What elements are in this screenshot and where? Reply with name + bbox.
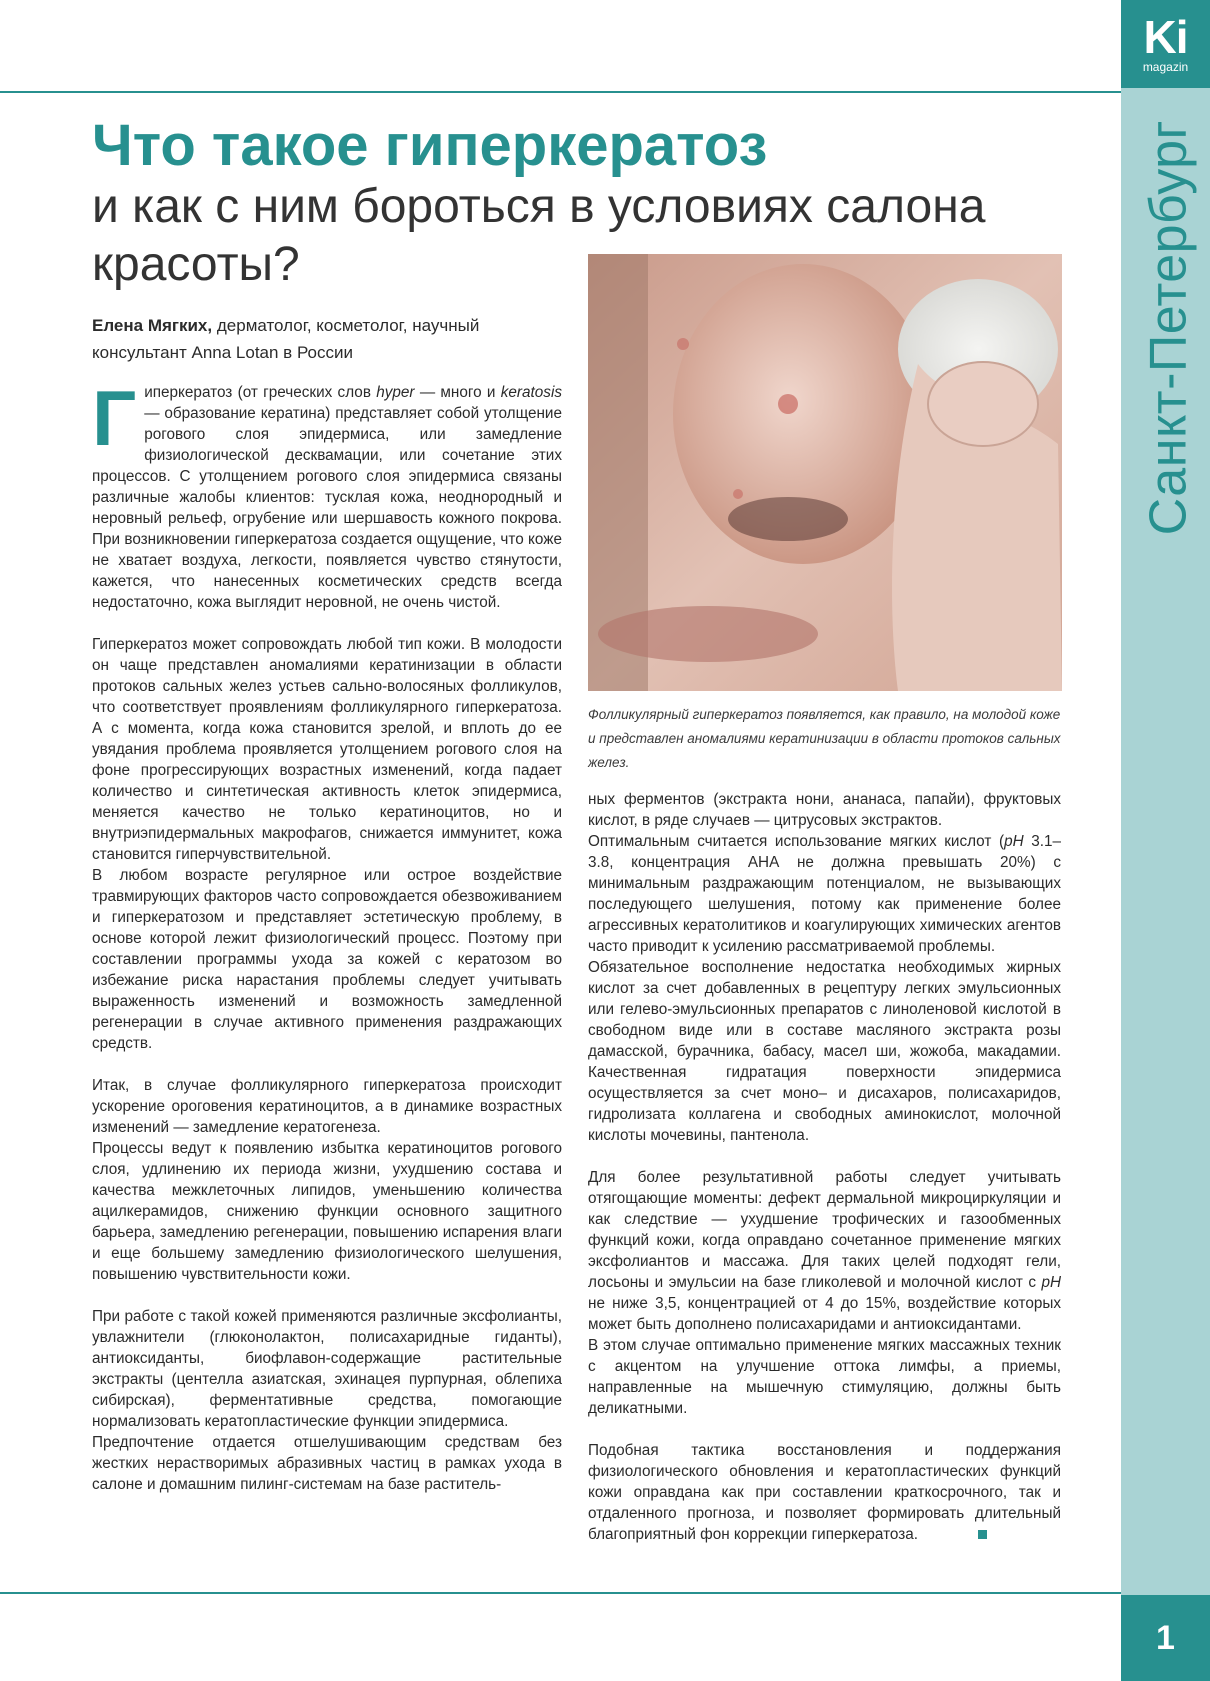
right-paragraph-6 — [588, 1440, 1061, 1545]
sidebar-city-label: Санкт-Петербург — [1139, 120, 1197, 536]
face-photo — [588, 254, 1062, 691]
right-p2-b: 3.1–3.8, концентрация АНА не должна превышать 20%) с минимальным раздражающим потенциалом, не вызывающих последующего шелушения, потому как применение более агрессивных кератолитиков и коагулирующих химических агентов часто приводит к усилению рассматриваемой проблемы. — [588, 833, 1061, 955]
right-p4-a: Для более результативной работы следует учитывать отягощающие моменты: дефект дермальной микроциркуляции и как следствие — ухудшение трофических и газообменных функций кожи, когда оправдано сочетанное применение мягких эксфолиантов и массажа. Для таких целей подходят гели, лосьоны и эмульсии на базе гликолевой и молочной кислот с — [588, 1169, 1061, 1291]
left-p1-b: — много и — [414, 384, 501, 401]
right-paragraph-3: Обязательное восполнение недостатка необходимых жирных кислот за счет добавленных в рецептуру легких эмульсионных или гелево-эмульсионных препаратов с линоленовой кислотой в свободном виде или в составе масляного экстракта розы дамасской, бурачника, бабасу, масел ши, жожоба, макадамии. Качественная гидратация поверхности эпидермиса осуществляется за счет моно– и дисахаров, полисахаридов, гидролизата коллагена и свободных аминокислот, молочной кислоты мочевины, пантенола. — [588, 959, 1061, 1144]
page-number: 1 — [1121, 1595, 1210, 1681]
drop-cap: Г — [92, 374, 137, 462]
left-p1-a: иперкератоз (от греческих слов — [144, 384, 377, 401]
author-role: дерматолог, косметолог, научный консультант Anna Lotan в России — [92, 316, 480, 362]
right-p2-a: Оптимальным считается использование мягких кислот ( — [588, 833, 1005, 850]
left-paragraph-3: В любом возрасте регулярное или острое воздействие травмирующих факторов часто сопровождается обезвоживанием и гиперкератозом и представляет эстетическую проблему, в основе которой лежит физиологический процесс. Поэтому при составлении программы ухода за кожей с кератозом во избежание риска нарастания проблемы следует учитывать выраженность изменений и возможность замедленной регенерации в случае активного применения раздражающих средств. — [92, 867, 562, 1052]
term-ph-1: pH — [1004, 833, 1024, 850]
logo-ki-text: Ki — [1143, 11, 1188, 63]
top-rule — [0, 91, 1121, 93]
right-paragraph-4 — [588, 1167, 1061, 1335]
bottom-rule — [0, 1592, 1121, 1594]
term-hyper: hyper — [376, 384, 415, 401]
logo-magazin-text: magazin — [1142, 60, 1189, 74]
author-byline — [92, 312, 562, 366]
end-of-article-mark — [978, 1530, 987, 1539]
left-paragraph-7: Предпочтение отдается отшелушивающим средствам без жестких нерастворимых абразивных частиц в рамках ухода в салоне и домашним пилинг-системам на базе раститель- — [92, 1434, 562, 1493]
left-paragraph-5: Процессы ведут к появлению избытка кератиноцитов рогового слоя, удлинению их периода жизни, ухудшению состава и качества межклеточных липидов, уменьшению количества ацилкерамидов, снижению функции основного защитного барьера, замедлению регенерации, повышению испарения влаги и еще большему замедлению физиологического шелушения, повышению чувствительности кожи. — [92, 1140, 562, 1283]
right-column — [588, 789, 1061, 1545]
left-paragraph-2: Гиперкератоз может сопровождать любой тип кожи. В молодости он чаще представлен аномалиями кератинизации в области протоков сальных желез устьев сально-волосяных фолликулов, что соответствует проявлениям фолликулярного гиперкератоза. А с момента, когда кожа становится зрелой, и вплоть до ее увядания проблема проявляется утолщением рогового слоя на фоне прогрессирующих возрастных изменений, когда падает количество и синтетическая активность клеток эпидермиса, меняется качество не только кератиноцитов, но и внутриэпидермальных макрофагов, снижается иммунитет, кожа становится гиперчувствительной. — [92, 636, 562, 863]
left-column — [92, 374, 562, 1495]
right-p6-text: Подобная тактика восстановления и поддержания физиологического обновления и кератопластических функций кожи оправдана как при составлении краткосрочного, так и отдаленного прогноза, и позволяет формировать длительный благоприятный фон коррекции гиперкератоза. — [588, 1442, 1061, 1543]
right-paragraph-2 — [588, 831, 1061, 957]
article-title-accent: Что такое гиперкератоз — [92, 113, 768, 178]
left-paragraph-4: Итак, в случае фолликулярного гиперкератоза происходит ускорение ороговения кератиноцитов, а в динамике возрастных изменений — замедление кератогенеза. — [92, 1077, 562, 1136]
right-p4-b: не ниже 3,5, концентрацией от 4 до 15%, воздействие которых может быть дополнено полисахаридами и антиоксидантами. — [588, 1295, 1061, 1333]
right-paragraph-1: ных ферментов (экстракта нони, ананаса, папайи), фруктовых кислот, в ряде случаев — цитрусовых экстрактов. — [588, 791, 1061, 829]
author-name: Елена Мягких, — [92, 316, 213, 335]
left-paragraph-1 — [92, 374, 562, 613]
face-photo-illustration — [588, 254, 1062, 691]
term-ph-2: pH — [1041, 1274, 1061, 1291]
article-title-rest: и как с ним бороться в условиях салона красоты? — [92, 180, 986, 291]
left-p1-c: — образование кератина) представляет собой утолщение рогового слоя эпидермиса, или замедление физиологической десквамации, или сочетание этих процессов. С утолщением рогового слоя эпидермиса связаны различные жалобы клиентов: тусклая кожа, неоднородный и неровный рельеф, огрубение или шершавость кожного покрова. При возникновении гиперкератоза создается ощущение, что коже не хватает воздуха, легкости, появляется чувство стянутости, кажется, что нанесенных косметических средств всегда недостаточно, кожа выглядит неровной, не очень чистой. — [92, 405, 562, 611]
magazine-logo — [1121, 0, 1210, 88]
term-keratosis: keratosis — [500, 384, 562, 401]
right-paragraph-5: В этом случае оптимально применение мягких массажных техник с акцентом на улучшение оттока лимфы, а приемы, направленные на мышечную стимуляцию, должны быть деликатными. — [588, 1337, 1061, 1417]
left-paragraph-6: При работе с такой кожей применяются различные эксфолианты, увлажнители (глюконолактон, полисахаридные гиданты), антиоксиданты, биофлавон-содержащие растительные экстракты (центелла азиатская, эхинацея пурпурная, облепиха сибирская), ферментативные средства, помогающие нормализовать кератопластические функции эпидермиса. — [92, 1308, 562, 1430]
photo-caption: Фолликулярный гиперкератоз появляется, как правило, на молодой коже и представлен аномалиями кератинизации в области протоков сальных желез. — [588, 707, 1061, 770]
